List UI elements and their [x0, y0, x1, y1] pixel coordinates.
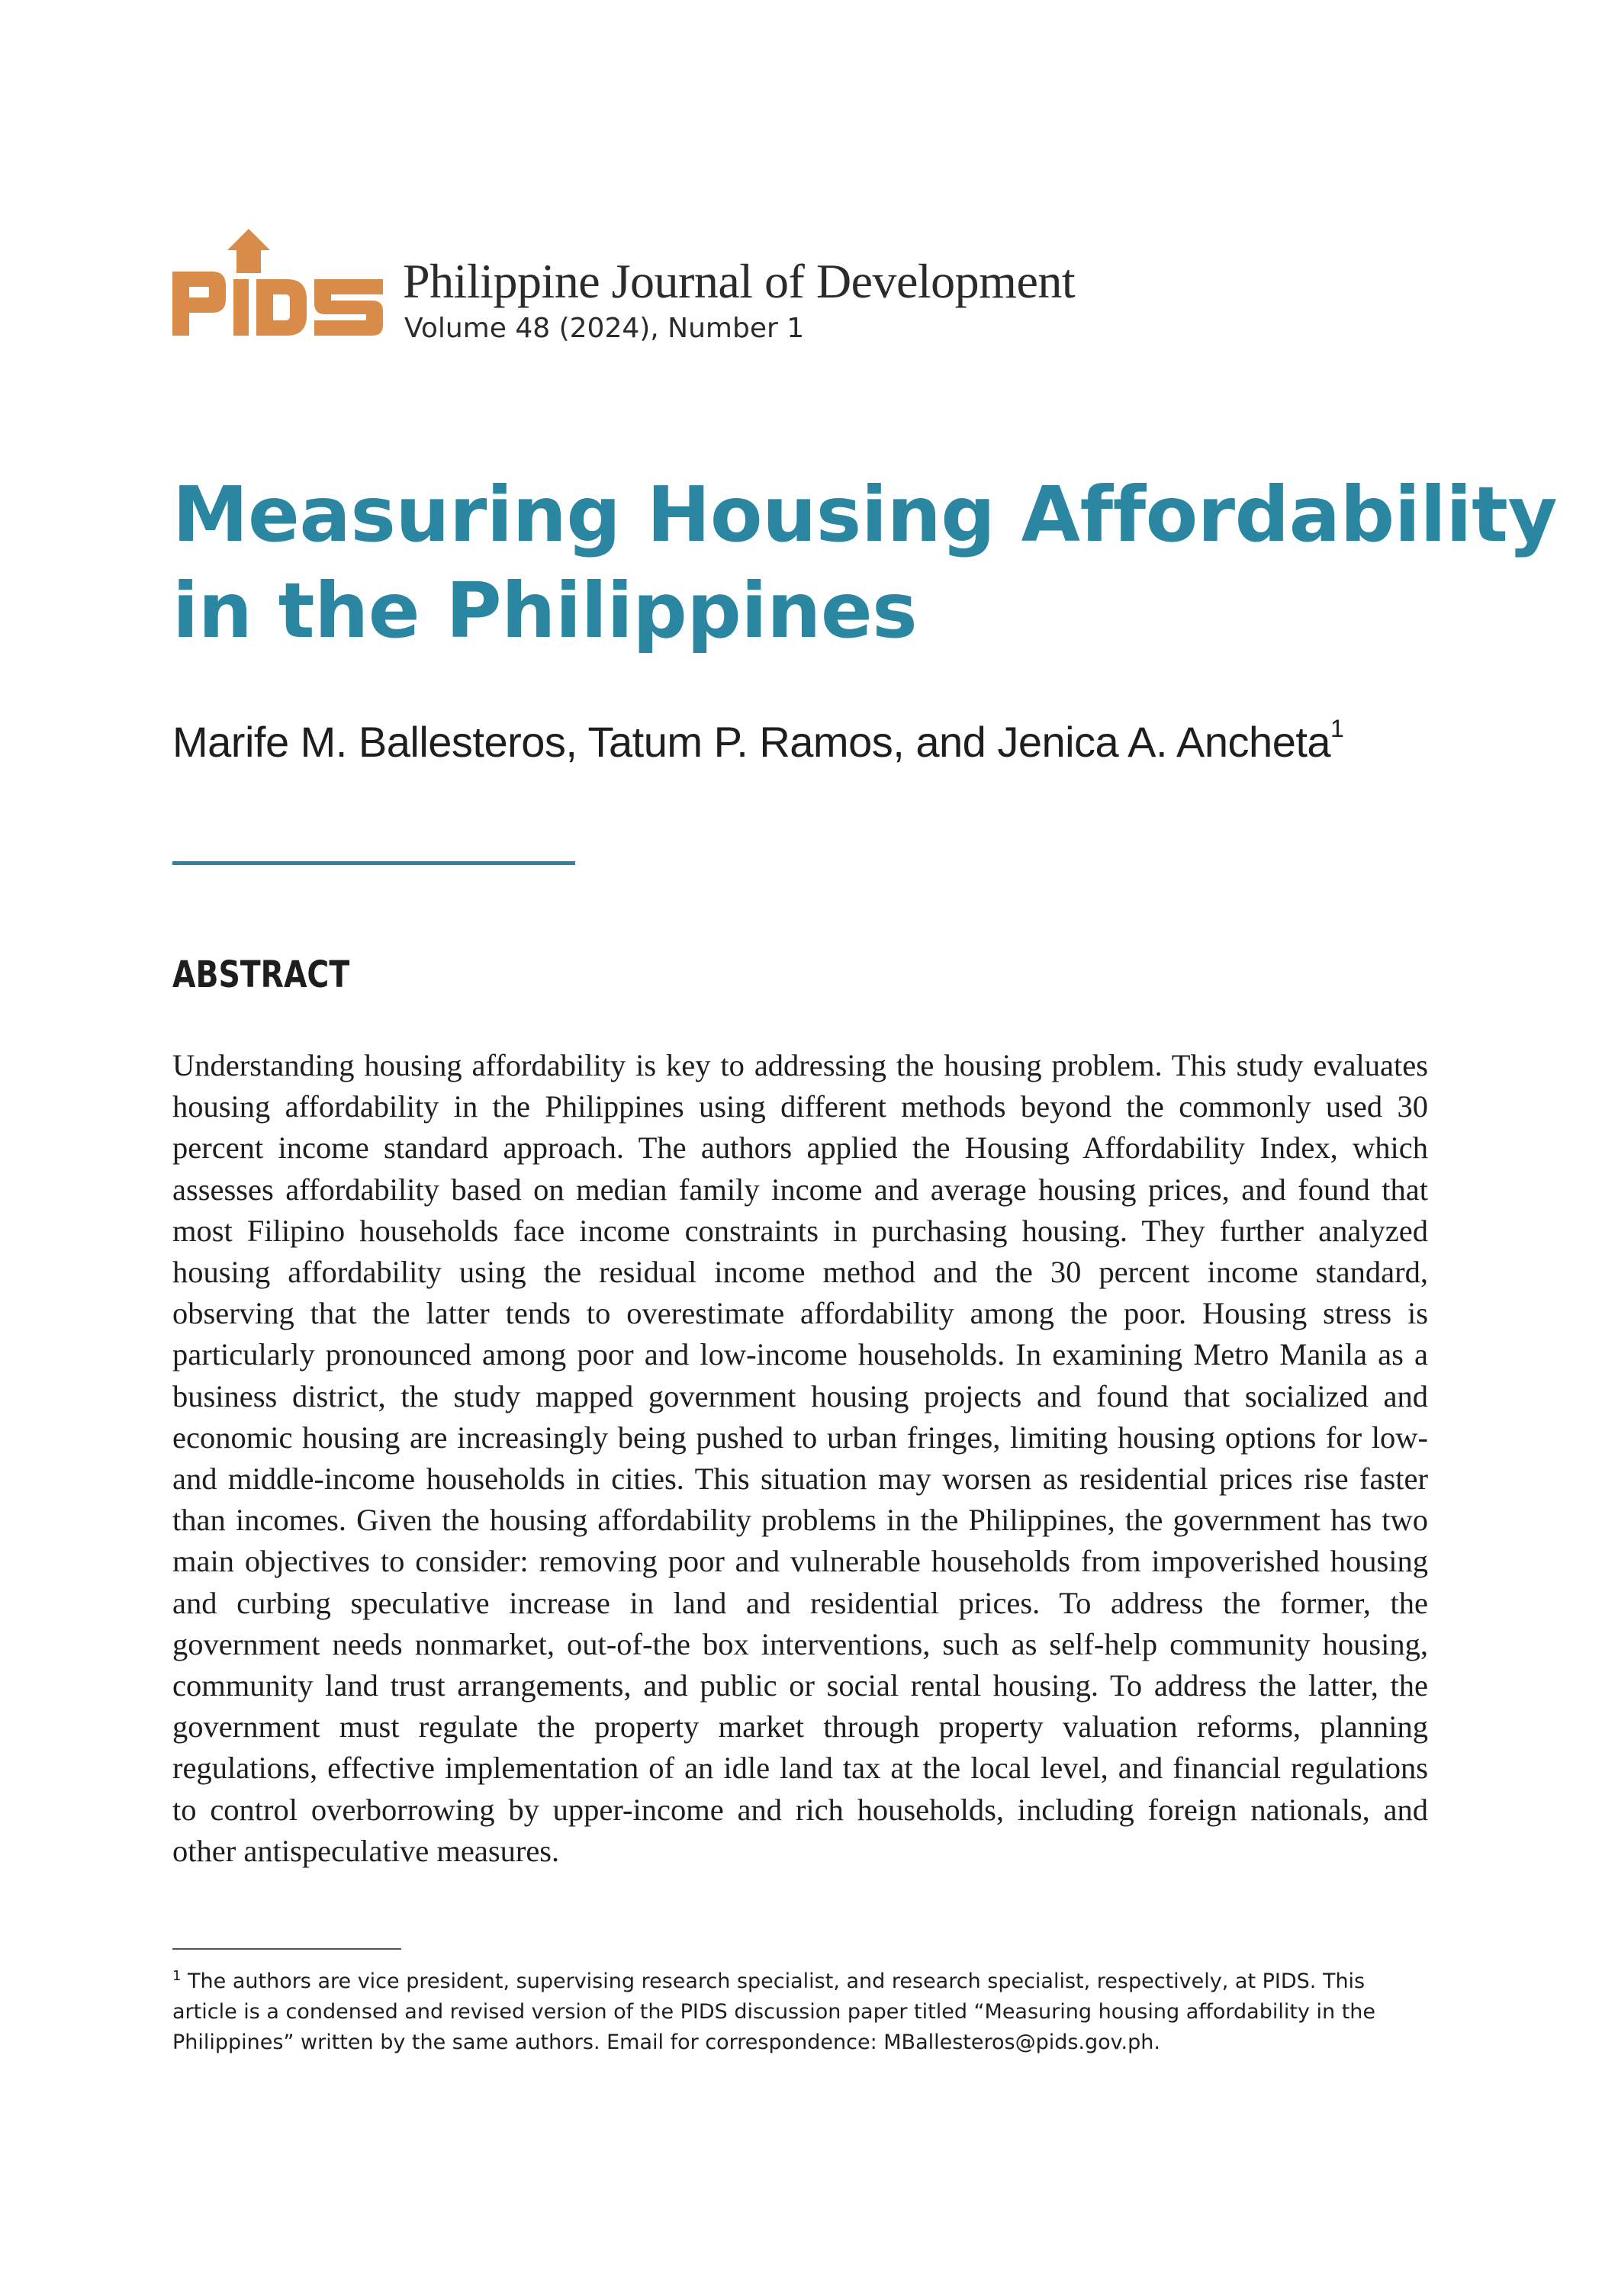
pids-logo: [172, 223, 386, 345]
article-authors: [172, 717, 1469, 767]
article-title-line-1: Measuring Housing Affordability: [172, 470, 1558, 559]
article-title-line-2: in the Philippines: [172, 566, 918, 655]
journal-header: [172, 223, 1164, 360]
abstract-heading: ABSTRACT: [172, 953, 350, 996]
footnote-marker: 1: [172, 1968, 182, 1984]
author-footnote-marker[interactable]: 1: [1330, 715, 1344, 742]
footnote: [172, 1966, 1428, 2058]
journal-name: Philippine Journal of Development: [403, 254, 1076, 308]
abstract-text: Understanding housing affordability is key to addressing the housing problem. This study evaluates housing affordability in the Philippines using different methods beyond the commonly used 30 percent income standard approach. The authors applied the Housing Affordability Index, which assesses affordability based on median family income and average housing prices, and found that most Filipino households face income constraints in purchasing housing. They further analyzed housing affordability using the residual income method and the 30 percent income standard, observing that the latter tends to overestimate affordability among the poor. Housing stress is particularly pronounced among poor and low-income households. In examining Metro Manila as a business district, the study mapped government housing projects and found that socialized and economic housing are increasingly being pushed to urban fringes, limiting housing options for low- and middle-income households in cities. This situation may worsen as residential prices rise faster than incomes. Given the housing affordability problems in the Philippines, the government has two main objectives to consider: removing poor and vulnerable households from impoverished housing and curbing speculative increase in land and residential prices. To address the former, the government needs nonmarket, out-of-the box interventions, such as self-help community housing, community land trust arrangements, and public or social rental housing. To address the latter, the government must regulate the property market through property valuation reforms, planning regulations, effective implementation of an idle land tax at the local level, and financial regulations to control overborrowing by upper-income and rich households, including foreign nationals, and other antispeculative measures.: [172, 1048, 1428, 1868]
article-title: [172, 467, 1558, 659]
author-names: Marife M. Ballesteros, Tatum P. Ramos, and Jenica A. Ancheta: [172, 718, 1331, 766]
journal-issue: Volume 48 (2024), Number 1: [404, 313, 805, 344]
footnote-text: The authors are vice president, supervising research specialist, and research specialist, respectively, at PIDS. This article is a condensed and revised version of the PIDS discussion paper titled “Measuring housing affordability in the Philippines” written by the same authors. Email for correspondence: MBallesteros@pids.gov.ph.: [172, 1970, 1376, 2054]
footnote-divider: [172, 1948, 401, 1950]
title-divider: [172, 861, 575, 865]
